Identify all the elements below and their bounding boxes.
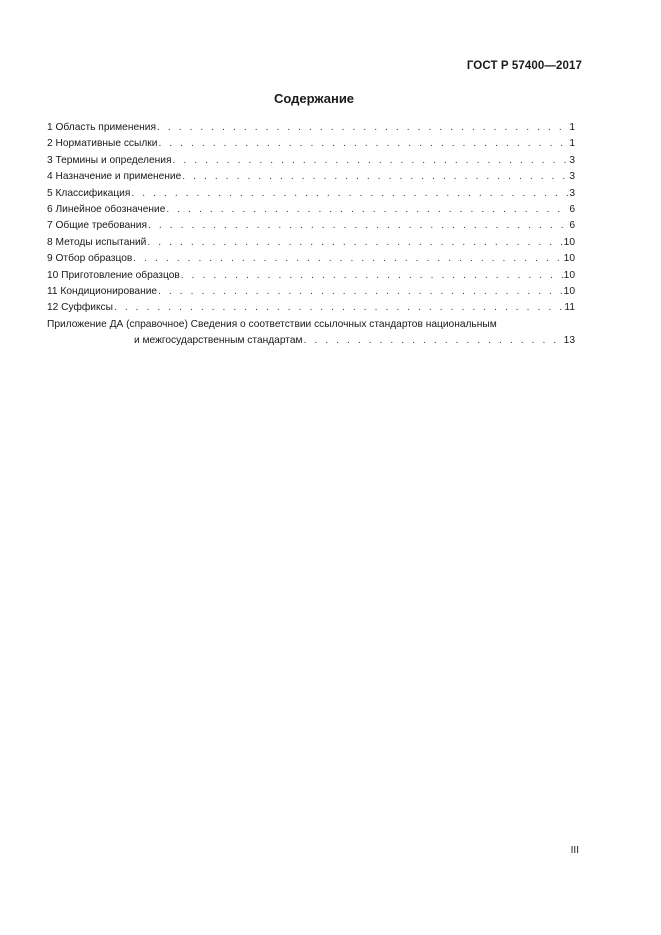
toc-dot-leader <box>166 202 568 218</box>
toc-annex-entry[interactable] <box>47 317 575 350</box>
toc-dot-leader <box>157 120 568 136</box>
toc-entry-page: 11 <box>564 302 575 314</box>
toc-dot-leader <box>158 284 563 300</box>
toc-dot-leader <box>182 169 568 185</box>
toc-annex-title-line2-row <box>47 333 575 349</box>
toc-entry[interactable] <box>47 218 575 234</box>
page-number: III <box>570 845 579 856</box>
toc-entry-label: 7 Общие требования <box>47 220 148 232</box>
toc-entry[interactable] <box>47 136 575 152</box>
toc-dot-leader <box>181 268 563 284</box>
toc-entry-page: 10 <box>563 236 575 248</box>
toc-entry[interactable] <box>47 202 575 218</box>
toc-entry-page: 1 <box>569 138 575 150</box>
toc-dot-leader <box>158 136 568 152</box>
toc-entry-page: 1 <box>569 122 575 133</box>
toc-entry[interactable] <box>47 300 575 316</box>
toc-dot-leader <box>147 235 562 251</box>
toc-annex-page: 13 <box>563 335 575 347</box>
toc-entry-label: 11 Кондиционирование <box>47 286 158 298</box>
toc-entry-label: 10 Приготовление образцов <box>47 269 180 281</box>
document-header: ГОСТ Р 57400—2017 <box>466 60 582 72</box>
toc-entry[interactable] <box>47 284 575 300</box>
toc-entry-page: 10 <box>563 253 575 265</box>
toc-annex-title-line2: и межгосударственным стандартам <box>134 335 303 347</box>
toc-entry-label: 12 Суффиксы <box>47 302 113 314</box>
toc-entry[interactable] <box>47 235 575 251</box>
toc-title: Содержание <box>273 91 355 106</box>
toc-list <box>47 120 575 350</box>
toc-entry-label: 8 Методы испытаний <box>47 236 147 248</box>
toc-dot-leader <box>172 153 568 169</box>
toc-dot-leader <box>133 251 562 267</box>
toc-entry-page: 10 <box>563 269 575 281</box>
toc-entry-label: 2 Нормативные ссылки <box>47 138 158 150</box>
toc-dot-leader <box>131 186 568 202</box>
toc-entry-label: 1 Область применения <box>47 122 156 133</box>
toc-dot-leader <box>148 218 568 234</box>
toc-entry[interactable] <box>47 120 575 136</box>
toc-entry-page: 3 <box>569 171 575 183</box>
toc-entry-label: 4 Назначение и применение <box>47 171 182 183</box>
toc-dot-leader <box>114 300 563 316</box>
toc-entry-page: 6 <box>569 204 575 216</box>
toc-entry[interactable] <box>47 169 575 185</box>
toc-entry-page: 3 <box>569 154 575 166</box>
toc-entry-page: 6 <box>569 220 575 232</box>
toc-entry-label: 3 Термины и определения <box>47 154 172 166</box>
toc-entry[interactable] <box>47 251 575 267</box>
toc-entry-page: 10 <box>563 286 575 298</box>
toc-entry-label: 9 Отбор образцов <box>47 253 133 265</box>
toc-entry[interactable] <box>47 186 575 202</box>
toc-entry-label: 6 Линейное обозначение <box>47 204 166 216</box>
toc-entry[interactable] <box>47 268 575 284</box>
toc-annex-title-line1: Приложение ДА (справочное) Сведения о соответствии ссылочных стандартов национальным <box>47 318 497 330</box>
toc-dot-leader <box>304 333 563 349</box>
toc-entry[interactable] <box>47 153 575 169</box>
toc-entry-label: 5 Классификация <box>47 187 131 199</box>
toc-entry-page: 3 <box>569 187 575 199</box>
